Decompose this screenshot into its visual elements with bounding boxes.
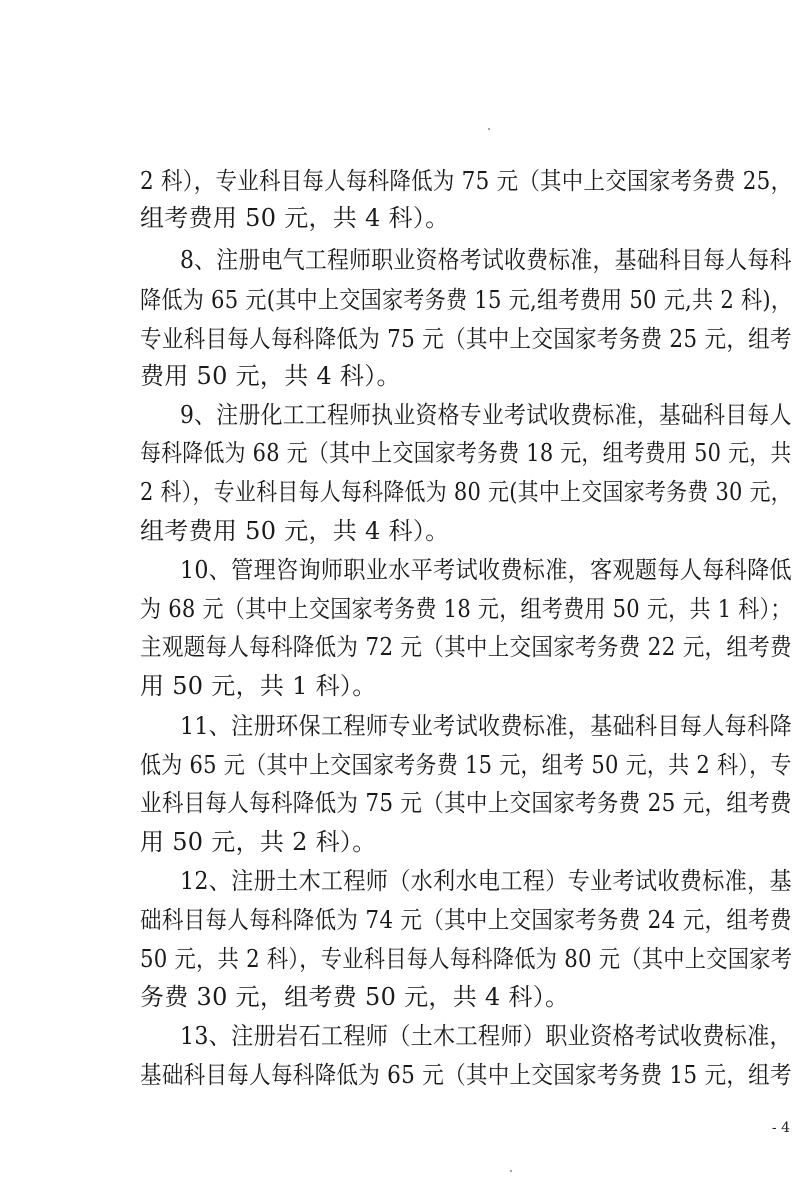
paragraph-start: 9、注册化工工程师执业资格专业考试收费标准，基础科目每人 — [180, 401, 792, 429]
scan-speck — [510, 1170, 512, 1172]
paragraph-start: 13、注册岩石工程师（土木工程师）职业资格考试收费标准， — [180, 1022, 792, 1050]
text-line: 专业科目每人每科降低为 75 元（其中上交国家考务费 25 元，组考 — [140, 325, 792, 353]
paragraph-start: 11、注册环保工程师专业考试收费标准，基础科目每人每科降 — [180, 712, 792, 740]
text-line: 2 科），专业科目每人每科降低为 75 元（其中上交国家考务费 25， — [140, 167, 793, 195]
text-line: 组考费用 50 元，共 4 科）。 — [140, 517, 450, 545]
page-number: - 4 — [771, 1120, 790, 1136]
scan-speck — [488, 128, 490, 130]
text-line: 低为 65 元（其中上交国家考务费 15 元，组考 50 元，共 2 科），专 — [140, 751, 792, 779]
paragraph-start: 12、注册土木工程师（水利水电工程）专业考试收费标准，基 — [180, 867, 792, 895]
text-line: 业科目每人每科降低为 75 元（其中上交国家考务费 25 元，组考费 — [140, 789, 792, 817]
text-line: 2 科），专业科目每人每科降低为 80 元(其中上交国家考务费 30 元， — [140, 478, 792, 506]
paragraph-start: 10、管理咨询师职业水平考试收费标准，客观题每人每科降低 — [180, 556, 792, 584]
text-line: 用 50 元，共 1 科）。 — [140, 672, 377, 700]
text-line: 组考费用 50 元，共 4 科）。 — [140, 204, 450, 232]
text-line: 降低为 65 元(其中上交国家考务费 15 元,组考费用 50 元,共 2 科)， — [140, 286, 793, 314]
paragraph-start: 8、注册电气工程师职业资格考试收费标准，基础科目每人每科 — [180, 246, 792, 274]
text-line: 费用 50 元，共 4 科）。 — [140, 362, 401, 390]
text-line: 50 元，共 2 科），专业科目每人每科降低为 80 元（其中上交国家考 — [140, 945, 793, 973]
text-line: 为 68 元（其中上交国家考务费 18 元，组考费用 50 元，共 1 科）； — [140, 595, 792, 623]
text-line: 基础科目每人每科降低为 65 元（其中上交国家考务费 15 元，组考 — [140, 1061, 792, 1089]
text-line: 每科降低为 68 元（其中上交国家考务费 18 元，组考费用 50 元，共 — [140, 439, 792, 467]
text-line: 主观题每人每科降低为 72 元（其中上交国家考务费 22 元，组考费 — [140, 633, 792, 661]
text-line: 用 50 元，共 2 科）。 — [140, 828, 377, 856]
text-line: 务费 30 元，组考费 50 元，共 4 科）。 — [140, 983, 570, 1011]
text-line: 础科目每人每科降低为 74 元（其中上交国家考务费 24 元，组考费 — [140, 906, 792, 934]
